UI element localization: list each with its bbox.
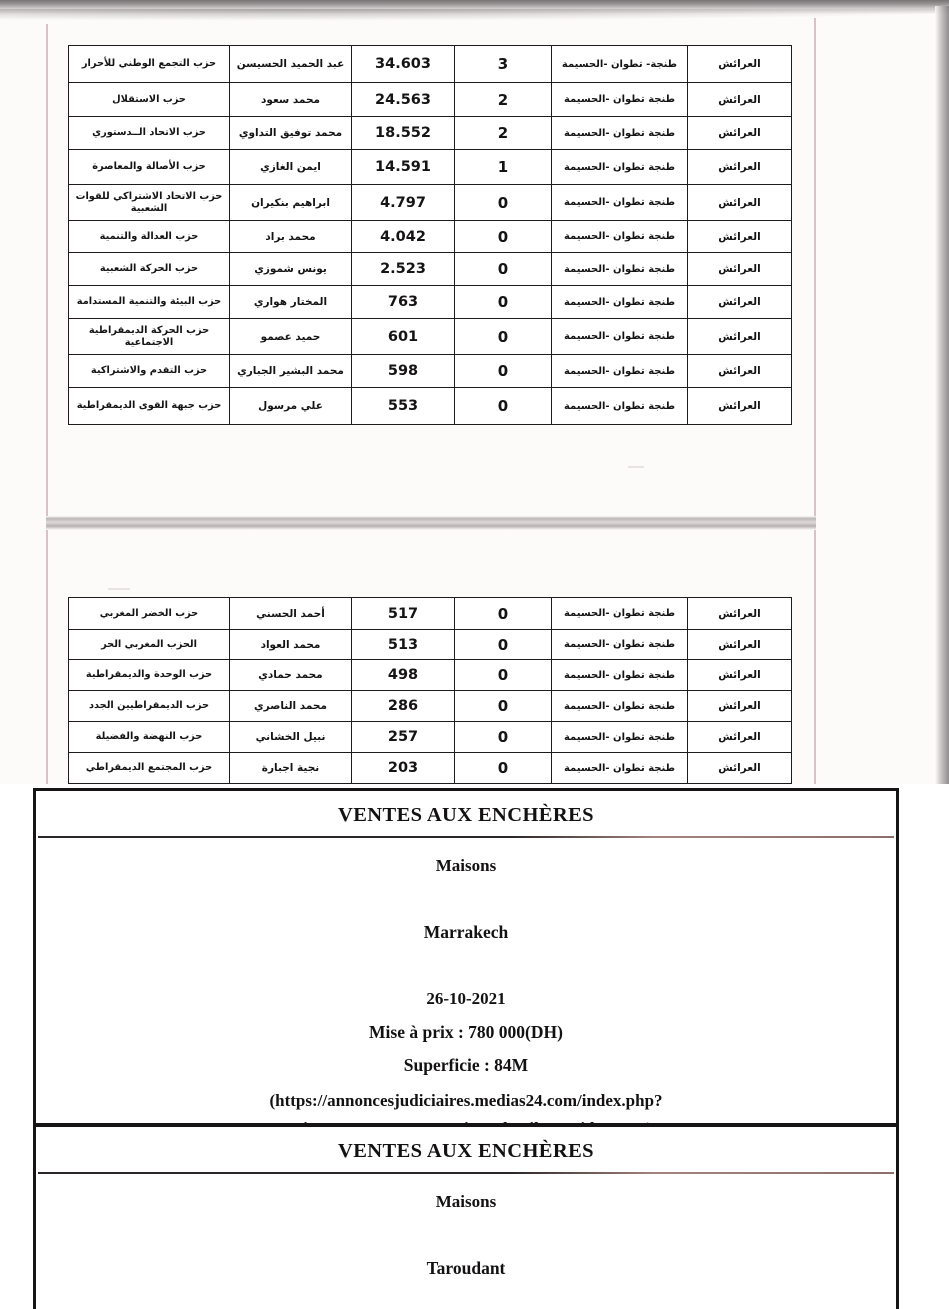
cell-province: العرائش: [688, 355, 792, 388]
cell-candidate: محمد سعود: [230, 83, 352, 117]
notice-title: VENTES AUX ENCHÈRES: [338, 804, 594, 826]
cell-province: العرائش: [688, 117, 792, 150]
notice-surface-area: Superficie : 84M: [403, 1055, 529, 1075]
cell-province: العرائش: [688, 150, 792, 185]
cell-party: حزب جبهة القوى الديمقراطية: [69, 388, 230, 425]
table-row: [69, 355, 792, 388]
table-row: [69, 46, 792, 83]
notice-body: [36, 838, 896, 1141]
cell-candidate: محمد الناصري: [230, 691, 352, 722]
cell-party: حزب العدالة والتنمية: [69, 221, 230, 253]
cell-region: طنجة تطوان -الحسيمة: [552, 660, 688, 691]
cell-votes: 598: [352, 355, 455, 388]
cell-region: طنجة تطوان -الحسيمة: [552, 185, 688, 221]
cell-region: طنجة تطوان -الحسيمة: [552, 630, 688, 660]
cell-province: العرائش: [688, 46, 792, 83]
cell-region: طنجة تطوان -الحسيمة: [552, 355, 688, 388]
cell-votes: 14.591: [352, 150, 455, 185]
election-results-table-part-2-clip: [0, 560, 949, 788]
cell-province: العرائش: [688, 253, 792, 286]
notice-body: [36, 1174, 896, 1279]
table-row: [69, 253, 792, 286]
cell-seats: 0: [455, 286, 552, 319]
cell-seats: 0: [455, 221, 552, 253]
cell-province: العرائش: [688, 722, 792, 753]
auction-notice-taroudant: [33, 1123, 899, 1309]
notice-title: VENTES AUX ENCHÈRES: [338, 1140, 594, 1162]
cell-votes: 498: [352, 660, 455, 691]
notice-date: 26-10-2021: [426, 989, 506, 1008]
cell-province: العرائش: [688, 221, 792, 253]
cell-seats: 0: [455, 319, 552, 355]
cell-votes: 203: [352, 753, 455, 784]
cell-region: طنجة تطوان -الحسيمة: [552, 722, 688, 753]
cell-candidate: محمد البشير الجباري: [230, 355, 352, 388]
cell-candidate: محمد توفيق التداوي: [230, 117, 352, 150]
cell-province: العرائش: [688, 388, 792, 425]
cell-party: حزب الديمقراطيين الجدد: [69, 691, 230, 722]
cell-region: طنجة تطوان -الحسيمة: [552, 221, 688, 253]
table-row: [69, 722, 792, 753]
cell-party: الحزب المغربي الحر: [69, 630, 230, 660]
table-row: [69, 660, 792, 691]
cell-province: العرائش: [688, 185, 792, 221]
cell-region: طنجة تطوان -الحسيمة: [552, 150, 688, 185]
cell-candidate: نبيل الخشاني: [230, 722, 352, 753]
cell-votes: 4.797: [352, 185, 455, 221]
cell-seats: 0: [455, 660, 552, 691]
cell-province: العرائش: [688, 83, 792, 117]
cell-seats: 0: [455, 753, 552, 784]
notice-property-type: Maisons: [435, 1192, 497, 1211]
cell-seats: 0: [455, 388, 552, 425]
cell-seats: 0: [455, 630, 552, 660]
cell-votes: 18.552: [352, 117, 455, 150]
cell-party: حزب التقدم والاشتراكية: [69, 355, 230, 388]
cell-party: حزب الوحدة والديمقراطية: [69, 660, 230, 691]
cell-party: حزب البيئة والتنمية المستدامة: [69, 286, 230, 319]
cell-candidate: نجية اجبارة: [230, 753, 352, 784]
scan-top-edge-shadow: [0, 0, 949, 14]
cell-votes: 286: [352, 691, 455, 722]
scan-speck: [628, 466, 644, 468]
spacer: [36, 1212, 896, 1258]
cell-province: العرائش: [688, 319, 792, 355]
cell-party: حزب الأصالة والمعاصرة: [69, 150, 230, 185]
table-row: [69, 388, 792, 425]
cell-party: حزب الاتحاد الــدستوري: [69, 117, 230, 150]
cell-region: طنجة تطوان -الحسيمة: [552, 117, 688, 150]
cell-region: طنجة تطوان -الحسيمة: [552, 319, 688, 355]
cell-candidate: محمد حمادي: [230, 660, 352, 691]
notice-property-type: Maisons: [435, 856, 497, 875]
table-row: [69, 630, 792, 660]
cell-votes: 34.603: [352, 46, 455, 83]
table-row: [69, 150, 792, 185]
cell-votes: 601: [352, 319, 455, 355]
cell-party: حزب الحركة الشعبية: [69, 253, 230, 286]
election-results-table-part-1: [68, 45, 792, 425]
table-body: [69, 598, 792, 784]
cell-candidate: أحمد الحسني: [230, 598, 352, 630]
cell-candidate: عبد الحميد الحسيسن: [230, 46, 352, 83]
cell-party: حزب الخضر المغربي: [69, 598, 230, 630]
cell-seats: 0: [455, 691, 552, 722]
page-border-right-upper: [814, 18, 816, 518]
table-row: [69, 117, 792, 150]
cell-region: طنجة تطوان -الحسيمة: [552, 83, 688, 117]
table-row: [69, 286, 792, 319]
cell-province: العرائش: [688, 691, 792, 722]
auction-notice-marrakech: [33, 788, 899, 1123]
cell-candidate: المختار هواري: [230, 286, 352, 319]
cell-seats: 0: [455, 598, 552, 630]
spacer: [36, 943, 896, 989]
cell-party: حزب الاستقلال: [69, 83, 230, 117]
cell-candidate: يونس شموزي: [230, 253, 352, 286]
table-row: [69, 185, 792, 221]
cell-candidate: حميد عصمو: [230, 319, 352, 355]
table-row: [69, 83, 792, 117]
cell-votes: 257: [352, 722, 455, 753]
spacer: [36, 876, 896, 922]
cell-seats: 0: [455, 355, 552, 388]
cell-seats: 1: [455, 150, 552, 185]
table-row: [69, 691, 792, 722]
cell-province: العرائش: [688, 753, 792, 784]
notice-city: Taroudant: [426, 1258, 506, 1278]
notice-starting-price: Mise à prix : 780 000(DH): [369, 1022, 563, 1042]
cell-candidate: ابراهيم بنكيران: [230, 185, 352, 221]
cell-party: حزب التجمع الوطني للأحرار: [69, 46, 230, 83]
cell-province: العرائش: [688, 660, 792, 691]
cell-seats: 0: [455, 185, 552, 221]
cell-province: العرائش: [688, 286, 792, 319]
cell-province: العرائش: [688, 598, 792, 630]
cell-seats: 3: [455, 46, 552, 83]
cell-region: طنجة- تطوان -الحسيمة: [552, 46, 688, 83]
scan-seam-artifact: [46, 516, 816, 530]
cell-votes: 763: [352, 286, 455, 319]
cell-candidate: محمد العواد: [230, 630, 352, 660]
cell-region: طنجة تطوان -الحسيمة: [552, 753, 688, 784]
cell-seats: 0: [455, 253, 552, 286]
cell-region: طنجة تطوان -الحسيمة: [552, 691, 688, 722]
cell-candidate: محمد براد: [230, 221, 352, 253]
cell-votes: 517: [352, 598, 455, 630]
cell-party: حزب الحركة الديمقراطية الاجتماعية: [69, 319, 230, 355]
cell-candidate: علي مرسول: [230, 388, 352, 425]
table-row: [69, 319, 792, 355]
notice-url-line-1: (https://annoncesjudiciaires.medias24.com/index.php?: [269, 1091, 663, 1110]
cell-party: حزب المجتمع الديمقراطي: [69, 753, 230, 784]
table-row: [69, 221, 792, 253]
cell-party: حزب الاتحاد الاشتراكي للقوات الشعبية: [69, 185, 230, 221]
cell-candidate: ايمن الغازي: [230, 150, 352, 185]
cell-votes: 2.523: [352, 253, 455, 286]
cell-votes: 513: [352, 630, 455, 660]
cell-votes: 24.563: [352, 83, 455, 117]
cell-seats: 0: [455, 722, 552, 753]
cell-votes: 4.042: [352, 221, 455, 253]
cell-region: طنجة تطوان -الحسيمة: [552, 286, 688, 319]
auction-notices-overlay: [0, 784, 949, 1309]
cell-region: طنجة تطوان -الحسيمة: [552, 388, 688, 425]
cell-votes: 553: [352, 388, 455, 425]
cell-seats: 2: [455, 117, 552, 150]
notice-city: Marrakech: [423, 922, 509, 942]
cell-region: طنجة تطوان -الحسيمة: [552, 253, 688, 286]
cell-region: طنجة تطوان -الحسيمة: [552, 598, 688, 630]
table-row: [69, 753, 792, 784]
page-border-left-upper: [46, 24, 48, 516]
election-results-table-part-2: [68, 597, 792, 784]
table-row: [69, 598, 792, 630]
cell-province: العرائش: [688, 630, 792, 660]
cell-party: حزب النهضة والفضيلة: [69, 722, 230, 753]
table-body: [69, 46, 792, 425]
cell-seats: 2: [455, 83, 552, 117]
